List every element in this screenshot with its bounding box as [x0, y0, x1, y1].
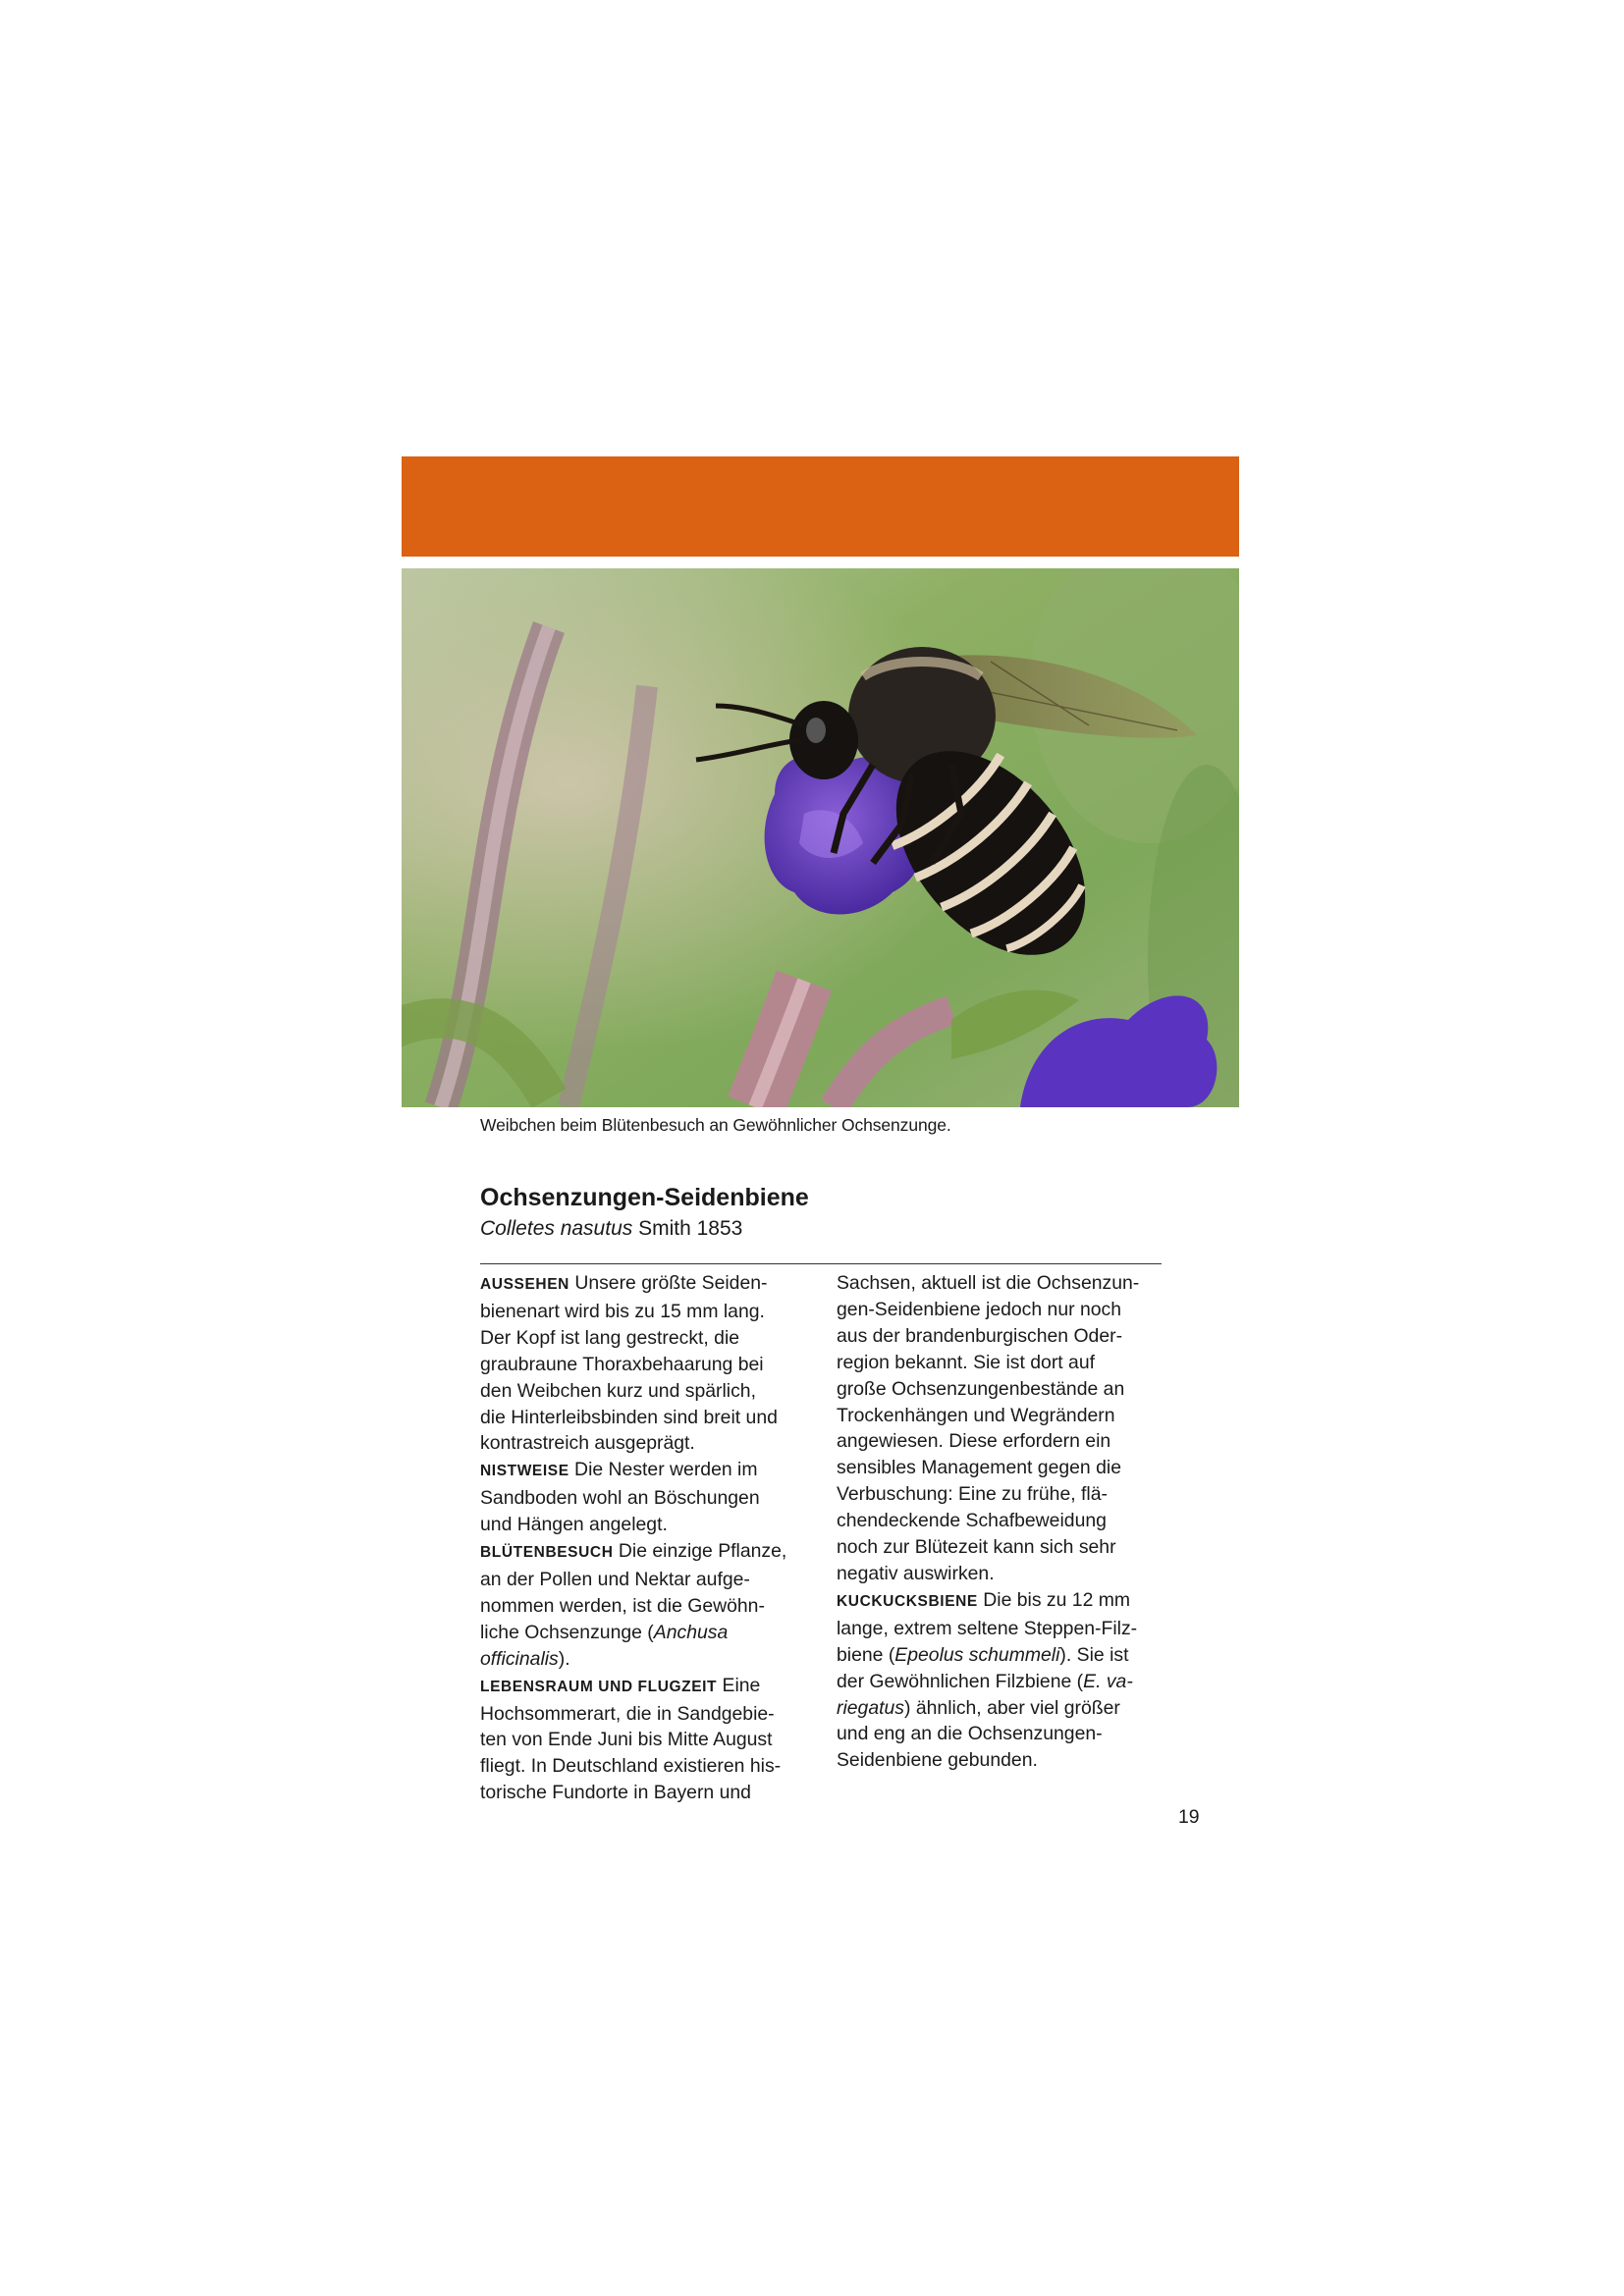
body-text-line — [837, 1297, 1161, 1323]
body-text-line — [837, 1428, 1161, 1455]
body-text: an der Pollen und Nektar aufge- — [480, 1568, 750, 1590]
body-text: kontrastreich ausgeprägt. — [480, 1432, 695, 1455]
body-text-line — [480, 1325, 804, 1352]
body-text-line — [480, 1780, 804, 1806]
section-keyword: LEBENSRAUM UND FLUGZEIT — [480, 1678, 718, 1695]
body-text: Sachsen, aktuell ist die Ochsenzun- — [837, 1272, 1140, 1294]
body-text: große Ochsenzungenbestände an — [837, 1377, 1125, 1400]
body-text: region bekannt. Sie ist dort auf — [837, 1351, 1096, 1373]
body-text-line — [480, 1378, 804, 1405]
body-text: lange, extrem seltene Steppen-Filz- — [837, 1617, 1138, 1639]
body-text-line — [837, 1721, 1161, 1747]
body-text: Hochsommerart, die in Sandgebie- — [480, 1702, 775, 1725]
body-text: chendeckende Schafbeweidung — [837, 1510, 1107, 1532]
body-text: und Hängen angelegt. — [480, 1514, 668, 1536]
body-text: gen-Seidenbiene jedoch nur noch — [837, 1298, 1122, 1320]
body-text-line — [480, 1299, 804, 1325]
body-text: biene ( — [837, 1643, 895, 1666]
body-text: graubraune Thoraxbehaarung bei — [480, 1353, 764, 1375]
body-text: Der Kopf ist lang gestreckt, die — [480, 1326, 740, 1349]
body-text-line — [837, 1561, 1161, 1587]
body-text-line — [837, 1270, 1161, 1297]
page-number: 19 — [1178, 1806, 1200, 1828]
body-text-line — [480, 1512, 804, 1538]
header-color-band — [402, 456, 1239, 557]
body-text-line — [837, 1616, 1161, 1642]
body-text-line — [837, 1695, 1161, 1722]
section-keyword: BLÜTENBESUCH — [480, 1544, 614, 1562]
body-text: ). Sie ist — [1059, 1643, 1129, 1666]
body-text: noch zur Blütezeit kann sich sehr — [837, 1536, 1116, 1559]
italic-term: Epeolus schummeli — [894, 1643, 1060, 1666]
body-text-line — [837, 1323, 1161, 1350]
body-text-line — [480, 1430, 804, 1457]
text-column-right — [837, 1270, 1161, 1774]
body-text-line — [480, 1538, 804, 1567]
body-text: Eine — [717, 1674, 761, 1696]
body-text: fliegt. In Deutschland existieren his- — [480, 1755, 782, 1778]
body-text-line — [480, 1457, 804, 1485]
bee-on-flower-illustration — [402, 568, 1239, 1107]
body-text-line — [480, 1405, 804, 1431]
body-text-line — [480, 1753, 804, 1780]
body-text: ) ähnlich, aber viel größer — [904, 1696, 1120, 1719]
species-scientific-name — [480, 1217, 742, 1241]
body-text: Trockenhängen und Wegrändern — [837, 1404, 1115, 1426]
photo-caption: Weibchen beim Blütenbesuch an Gewöhnlicher Ochsenzunge. — [480, 1115, 951, 1135]
body-text: Unsere größte Seiden- — [568, 1272, 768, 1294]
body-text: den Weibchen kurz und spärlich, — [480, 1379, 756, 1402]
species-common-name: Ochsenzungen-Seidenbiene — [480, 1184, 809, 1211]
body-text: bienenart wird bis zu 15 mm lang. — [480, 1300, 765, 1322]
body-text: Seidenbiene gebunden. — [837, 1749, 1038, 1772]
italic-term: riegatus — [837, 1696, 904, 1719]
body-text-line — [837, 1376, 1161, 1403]
body-text-line — [837, 1508, 1161, 1534]
body-text: ). — [558, 1647, 570, 1670]
body-text-line — [480, 1701, 804, 1728]
body-text-line — [837, 1642, 1161, 1669]
body-text: liche Ochsenzunge ( — [480, 1621, 654, 1643]
body-text-line — [480, 1593, 804, 1620]
body-text-line — [480, 1352, 804, 1378]
body-text: Verbuschung: Eine zu frühe, flä- — [837, 1483, 1108, 1506]
body-text-line — [837, 1587, 1161, 1616]
species-author: Smith 1853 — [638, 1217, 743, 1240]
body-text: torische Fundorte in Bayern und — [480, 1782, 751, 1804]
section-keyword: AUSSEHEN — [480, 1276, 569, 1293]
body-text: Sandboden wohl an Böschungen — [480, 1487, 760, 1510]
body-text-line — [837, 1350, 1161, 1376]
body-text-line — [480, 1270, 804, 1299]
body-text: die Hinterleibsbinden sind breit und — [480, 1406, 778, 1428]
body-text-line — [480, 1620, 804, 1646]
body-text-line — [837, 1481, 1161, 1508]
body-text-line — [837, 1455, 1161, 1481]
body-text-line — [837, 1747, 1161, 1774]
body-text: negativ auswirken. — [837, 1562, 995, 1584]
body-text-line — [837, 1534, 1161, 1561]
body-text-line — [837, 1403, 1161, 1429]
body-text: nommen werden, ist die Gewöhn- — [480, 1594, 765, 1617]
italic-term: officinalis — [480, 1647, 559, 1670]
body-text: der Gewöhnlichen Filzbiene ( — [837, 1670, 1084, 1692]
section-keyword: KUCKUCKSBIENE — [837, 1592, 978, 1610]
body-text: Die bis zu 12 mm — [977, 1588, 1131, 1611]
title-rule — [480, 1263, 1162, 1264]
section-keyword: NISTWEISE — [480, 1463, 569, 1480]
body-text: aus der brandenburgischen Oder- — [837, 1324, 1123, 1347]
text-column-left — [480, 1270, 804, 1806]
body-text-line — [480, 1727, 804, 1753]
bee-photo — [402, 568, 1239, 1107]
italic-term: E. va- — [1083, 1670, 1133, 1692]
scientific-name-italic: Colletes nasutus — [480, 1217, 633, 1240]
body-text-line — [837, 1669, 1161, 1695]
body-text: sensibles Management gegen die — [837, 1457, 1121, 1479]
body-text: und eng an die Ochsenzungen- — [837, 1723, 1103, 1745]
body-text: ten von Ende Juni bis Mitte August — [480, 1729, 773, 1751]
body-text-line — [480, 1673, 804, 1701]
body-text-line — [480, 1567, 804, 1593]
body-text: Die Nester werden im — [568, 1459, 758, 1481]
body-text: angewiesen. Diese erfordern ein — [837, 1430, 1111, 1453]
body-text-line — [480, 1646, 804, 1673]
body-text-line — [480, 1485, 804, 1512]
italic-term: Anchusa — [653, 1621, 729, 1643]
body-text: Die einzige Pflanze, — [613, 1540, 787, 1563]
